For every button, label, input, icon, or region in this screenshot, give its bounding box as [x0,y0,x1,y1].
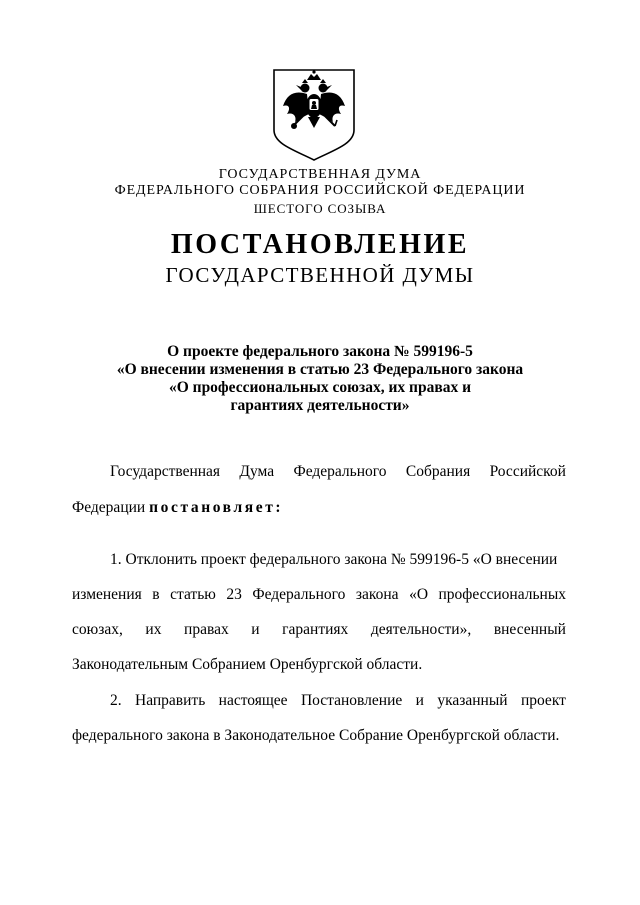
word: 23 [226,586,242,603]
org-line-3: ШЕСТОГО СОЗЫВА [253,201,387,216]
item-2-line-2: федерального закона в Законодательное Собрание Оренбургской области. [72,727,560,744]
word: правах [184,621,229,638]
subject-line-2: «О внесении изменения в статью 23 Федерального закона [116,361,524,378]
word: Российской [489,463,566,480]
subject-line-3: «О профессиональных союзах, их правах и [168,379,472,396]
word: профессиональных [438,586,566,603]
word: Государственная [110,463,221,480]
item-1-line-1: 1. Отклонить проект федерального закона № 599196-5 «О внесении [110,551,558,568]
word: изменения [72,586,142,603]
item-1-line-2 [72,586,566,604]
org-line-2: ФЕДЕРАЛЬНОГО СОБРАНИЯ РОССИЙСКОЙ ФЕДЕРАЦИИ [114,183,526,198]
item-2-line-1 [110,692,566,710]
preamble-text: Федерации [72,499,150,516]
word: Направить [135,692,206,709]
word: Дума [239,463,275,480]
document-subtitle: ГОСУДАРСТВЕННОЙ ДУМЫ [165,263,475,287]
word: и [415,692,424,709]
document-title: ПОСТАНОВЛЕНИЕ [170,229,470,260]
word: их [145,621,162,638]
word: указанный [437,692,508,709]
russian-coat-of-arms-icon [271,68,357,162]
word: настоящее [218,692,288,709]
subject-line-1: О проекте федерального закона № 599196-5 [167,343,473,360]
word: и [251,621,260,638]
word: статью [170,586,216,603]
word: «О [409,586,429,603]
word: гарантиях [282,621,349,638]
item-1-line-3 [72,621,566,639]
word: внесенный [493,621,566,638]
resolves-word: постановляет: [149,499,284,516]
word: закона [355,586,399,603]
word: Федерального [252,586,346,603]
word: Постановление [300,692,403,709]
word: в [152,586,160,603]
word: Собрания [405,463,471,480]
preamble-line-1 [110,463,566,481]
subject-line-4: гарантиях деятельности» [230,397,410,414]
org-line-1: ГОСУДАРСТВЕННАЯ ДУМА [218,167,422,182]
word: союзах, [72,621,123,638]
word: Федерального [293,463,387,480]
preamble-line-2 [72,499,566,517]
word: проект [520,692,566,709]
word: 2. [110,692,122,709]
word: деятельности», [370,621,472,638]
item-1-line-4: Законодательным Собранием Оренбургской области. [72,656,423,673]
